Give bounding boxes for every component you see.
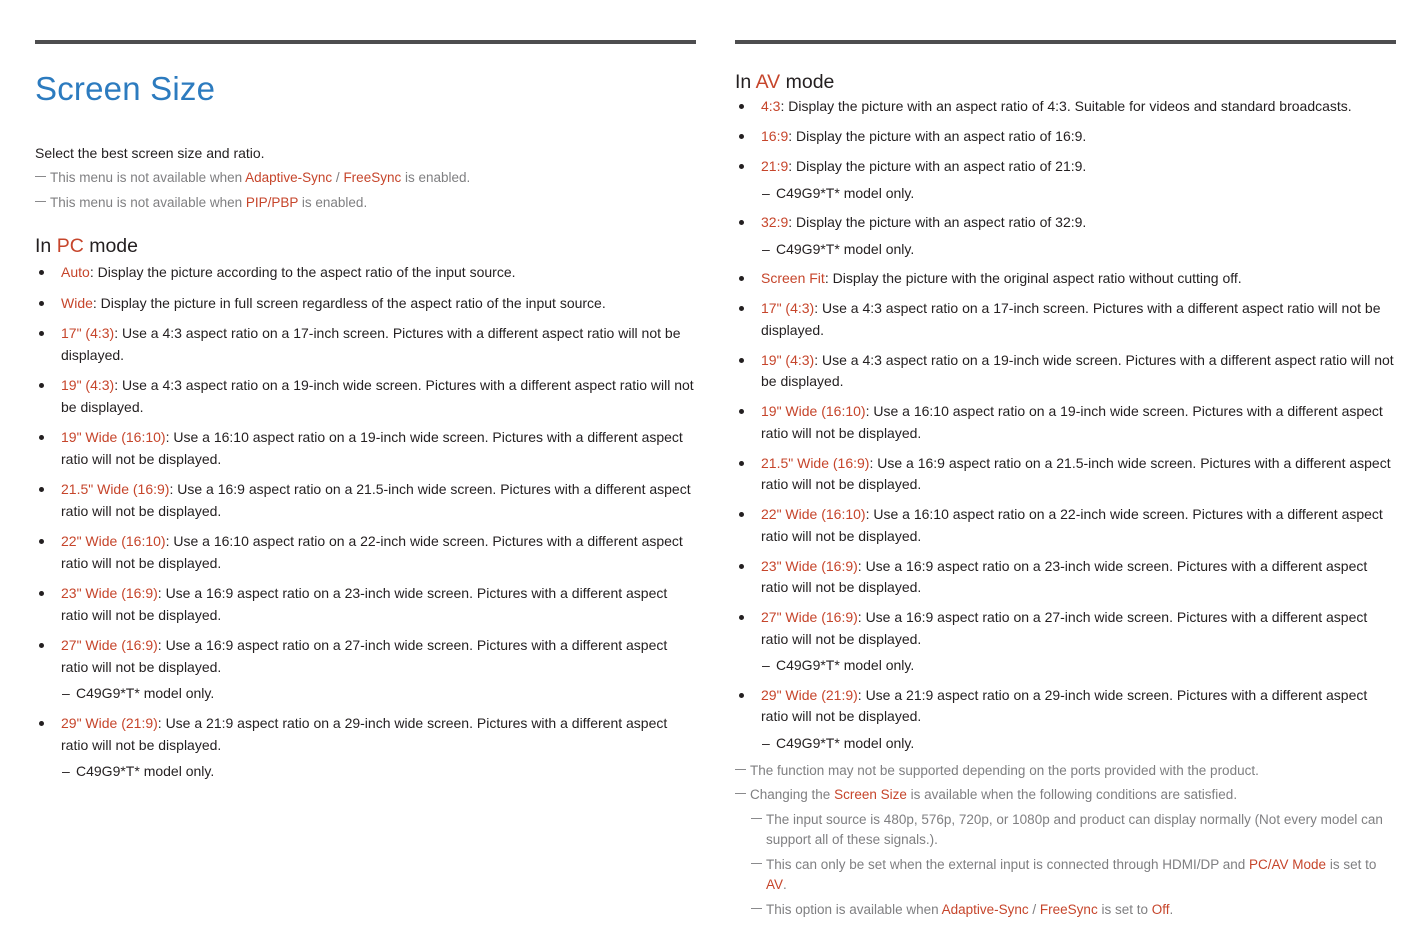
model-note-text: C49G9*T* model only. bbox=[776, 184, 915, 201]
list-item bbox=[735, 96, 1396, 118]
bullet-icon bbox=[39, 301, 44, 306]
option-term: 29" Wide (21:9) bbox=[61, 715, 158, 731]
note-mark-icon bbox=[35, 176, 46, 177]
option-description: : Use a 16:9 aspect ratio on a 21.5-inch wide screen. Pictures with a different aspect ratio will not be displayed. bbox=[761, 454, 1391, 492]
note-conditions: Changing the Screen Size is available when the following conditions are satisfied. bbox=[735, 785, 1396, 805]
option-description: : Display the picture with an aspect ratio of 4:3. Suitable for videos and standard broadcasts. bbox=[780, 98, 1352, 114]
option-term: 27" Wide (16:9) bbox=[761, 609, 858, 625]
bullet-icon bbox=[739, 693, 744, 698]
dash-icon: – bbox=[62, 763, 70, 779]
bullet-icon bbox=[39, 591, 44, 596]
model-note bbox=[761, 733, 1396, 754]
bullet-icon bbox=[739, 512, 744, 517]
option-term: 4:3 bbox=[761, 98, 781, 114]
option-term: 32:9 bbox=[761, 214, 789, 230]
list-item bbox=[35, 713, 696, 782]
list-item bbox=[735, 350, 1396, 393]
option-term: Screen Fit bbox=[761, 270, 825, 286]
option-description: : Use a 4:3 aspect ratio on a 17-inch screen. Pictures with a different aspect ratio will not be displayed. bbox=[61, 325, 681, 363]
option-term: 21.5" Wide (16:9) bbox=[761, 454, 870, 471]
option-term: 16:9 bbox=[761, 128, 789, 144]
option-description: : Use a 16:10 aspect ratio on a 19-inch wide screen. Pictures with a different aspect ratio will not be displayed. bbox=[761, 403, 1383, 441]
list-item bbox=[735, 126, 1396, 148]
option-term: 23" Wide (16:9) bbox=[61, 585, 158, 601]
option-description: : Use a 16:9 aspect ratio on a 27-inch wide screen. Pictures with a different aspect ratio will not be displayed. bbox=[761, 609, 1368, 647]
bullet-icon bbox=[739, 461, 744, 466]
note-pip-pbp: This menu is not available when PIP/PBP is enabled. bbox=[35, 193, 696, 213]
option-description: : Display the picture with an aspect ratio of 16:9. bbox=[788, 128, 1087, 144]
list-item bbox=[35, 375, 696, 418]
list-item bbox=[735, 556, 1396, 599]
pc-mode-list bbox=[35, 262, 696, 782]
option-term: 23" Wide (16:9) bbox=[761, 557, 858, 574]
model-note-text: C49G9*T* model only. bbox=[776, 657, 915, 673]
av-mode-list bbox=[735, 96, 1396, 754]
bullet-icon bbox=[739, 358, 744, 363]
dash-icon: – bbox=[762, 184, 770, 201]
subnote-hdmi-dp: This can only be set when the external input is connected through HDMI/DP and PC/AV Mode is set to AV. bbox=[751, 855, 1396, 895]
option-description: : Use a 4:3 aspect ratio on a 17-inch screen. Pictures with a different aspect ratio will not be displayed. bbox=[761, 300, 1381, 338]
list-item bbox=[735, 607, 1396, 676]
model-note-text: C49G9*T* model only. bbox=[776, 240, 915, 257]
option-description: : Use a 16:9 aspect ratio on a 23-inch wide screen. Pictures with a different aspect ratio will not be displayed. bbox=[761, 557, 1368, 595]
list-item bbox=[35, 635, 696, 704]
option-description: : Display the picture in full screen regardless of the aspect ratio of the input source. bbox=[92, 294, 606, 311]
subnote-adaptive-sync: This option is available when Adaptive-Sync / FreeSync is set to Off. bbox=[751, 900, 1396, 920]
model-note bbox=[761, 655, 1396, 676]
list-item bbox=[735, 298, 1396, 341]
top-rule bbox=[35, 40, 696, 44]
option-description: : Use a 16:10 aspect ratio on a 22-inch wide screen. Pictures with a different aspect ratio will not be displayed. bbox=[61, 533, 683, 571]
option-term: Wide bbox=[61, 294, 93, 311]
top-rule bbox=[735, 40, 1396, 44]
list-item bbox=[735, 685, 1396, 754]
bullet-icon bbox=[739, 220, 744, 225]
page-title: Screen Size bbox=[35, 70, 216, 107]
option-description: : Use a 16:9 aspect ratio on a 21.5-inch wide screen. Pictures with a different aspect ratio will not be displayed. bbox=[61, 481, 691, 519]
model-note-text: C49G9*T* model only. bbox=[76, 685, 215, 701]
bullet-icon bbox=[739, 564, 744, 569]
option-term: 19" (4:3) bbox=[761, 351, 815, 368]
dash-icon: – bbox=[62, 685, 70, 701]
list-item bbox=[35, 323, 696, 366]
model-note bbox=[61, 761, 696, 782]
list-item bbox=[35, 293, 696, 315]
dash-icon: – bbox=[762, 657, 770, 673]
option-term: 17" (4:3) bbox=[761, 300, 815, 316]
bullet-icon bbox=[739, 276, 744, 281]
option-term: 21:9 bbox=[761, 158, 789, 174]
list-item bbox=[35, 262, 696, 284]
right-column bbox=[735, 40, 1396, 920]
bullet-icon bbox=[39, 721, 44, 726]
list-item bbox=[735, 401, 1396, 444]
bullet-icon bbox=[39, 539, 44, 544]
option-term: Auto bbox=[61, 264, 90, 280]
option-description: : Use a 21:9 aspect ratio on a 29-inch wide screen. Pictures with a different aspect ratio will not be displayed. bbox=[761, 686, 1368, 724]
bullet-icon bbox=[739, 306, 744, 311]
dash-icon: – bbox=[762, 240, 770, 257]
bullet-icon bbox=[739, 134, 744, 139]
bullet-icon bbox=[739, 409, 744, 414]
option-description: : Use a 16:9 aspect ratio on a 27-inch wide screen. Pictures with a different aspect ratio will not be displayed. bbox=[61, 637, 668, 675]
model-note bbox=[761, 183, 1396, 204]
bullet-icon bbox=[739, 164, 744, 169]
subnote-input-source: The input source is 480p, 576p, 720p, or 1080p and product can display normally (Not every model can support all of these signals.). bbox=[751, 810, 1396, 850]
bullet-icon bbox=[739, 615, 744, 620]
left-column bbox=[35, 40, 696, 791]
pc-mode-heading: In PC mode bbox=[35, 235, 138, 257]
option-description: : Display the picture with the original aspect ratio without cutting off. bbox=[824, 270, 1242, 286]
note-mark-icon bbox=[751, 908, 762, 909]
option-term: 29" Wide (21:9) bbox=[761, 686, 858, 703]
list-item bbox=[735, 504, 1396, 547]
option-term: 19" Wide (16:10) bbox=[761, 403, 866, 419]
bullet-icon bbox=[39, 383, 44, 388]
list-item bbox=[735, 156, 1396, 204]
model-note-text: C49G9*T* model only. bbox=[76, 763, 215, 779]
dash-icon: – bbox=[762, 734, 770, 751]
option-description: : Use a 16:10 aspect ratio on a 22-inch wide screen. Pictures with a different aspect ratio will not be displayed. bbox=[761, 506, 1383, 544]
list-item bbox=[35, 583, 696, 626]
option-term: 27" Wide (16:9) bbox=[61, 637, 158, 653]
option-term: 22" Wide (16:10) bbox=[761, 506, 866, 522]
list-item bbox=[735, 268, 1396, 290]
model-note bbox=[61, 683, 696, 704]
bullet-icon bbox=[39, 643, 44, 648]
notes-block bbox=[735, 761, 1396, 920]
option-description: : Display the picture according to the aspect ratio of the input source. bbox=[89, 264, 516, 280]
model-note-text: C49G9*T* model only. bbox=[776, 734, 915, 751]
option-description: : Use a 4:3 aspect ratio on a 19-inch wide screen. Pictures with a different aspect ratio will not be displayed. bbox=[761, 351, 1394, 389]
list-item bbox=[35, 427, 696, 470]
option-description: : Use a 4:3 aspect ratio on a 19-inch wide screen. Pictures with a different aspect ratio will not be displayed. bbox=[61, 377, 694, 415]
bullet-icon bbox=[739, 104, 744, 109]
option-term: 17" (4:3) bbox=[61, 325, 115, 341]
note-ports: The function may not be supported depending on the ports provided with the product. bbox=[735, 761, 1396, 781]
bullet-icon bbox=[39, 270, 44, 275]
option-description: : Display the picture with an aspect ratio of 32:9. bbox=[788, 214, 1087, 230]
option-description: : Use a 21:9 aspect ratio on a 29-inch wide screen. Pictures with a different aspect ratio will not be displayed. bbox=[61, 715, 668, 753]
note-mark-icon bbox=[751, 863, 762, 864]
note-mark-icon bbox=[35, 201, 46, 202]
bullet-icon bbox=[39, 331, 44, 336]
list-item bbox=[735, 212, 1396, 260]
bullet-icon bbox=[39, 435, 44, 440]
option-term: 21.5" Wide (16:9) bbox=[61, 481, 170, 497]
option-description: : Use a 16:10 aspect ratio on a 19-inch wide screen. Pictures with a different aspect ratio will not be displayed. bbox=[61, 429, 683, 467]
bullet-icon bbox=[39, 487, 44, 492]
note-adaptive-sync: This menu is not available when Adaptive-Sync / FreeSync is enabled. bbox=[35, 168, 696, 188]
av-mode-heading: In AV mode bbox=[735, 71, 835, 93]
list-item bbox=[35, 479, 696, 522]
option-term: 22" Wide (16:10) bbox=[61, 533, 166, 549]
option-description: : Use a 16:9 aspect ratio on a 23-inch wide screen. Pictures with a different aspect ratio will not be displayed. bbox=[61, 585, 668, 623]
option-term: 19" (4:3) bbox=[61, 377, 115, 393]
list-item bbox=[735, 453, 1396, 496]
intro-text: Select the best screen size and ratio. bbox=[35, 145, 265, 161]
option-description: : Display the picture with an aspect ratio of 21:9. bbox=[788, 158, 1087, 174]
option-term: 19" Wide (16:10) bbox=[61, 429, 166, 445]
list-item bbox=[35, 531, 696, 574]
note-mark-icon bbox=[735, 769, 746, 770]
model-note bbox=[761, 239, 1396, 260]
note-mark-icon bbox=[751, 818, 762, 819]
note-mark-icon bbox=[735, 793, 746, 794]
